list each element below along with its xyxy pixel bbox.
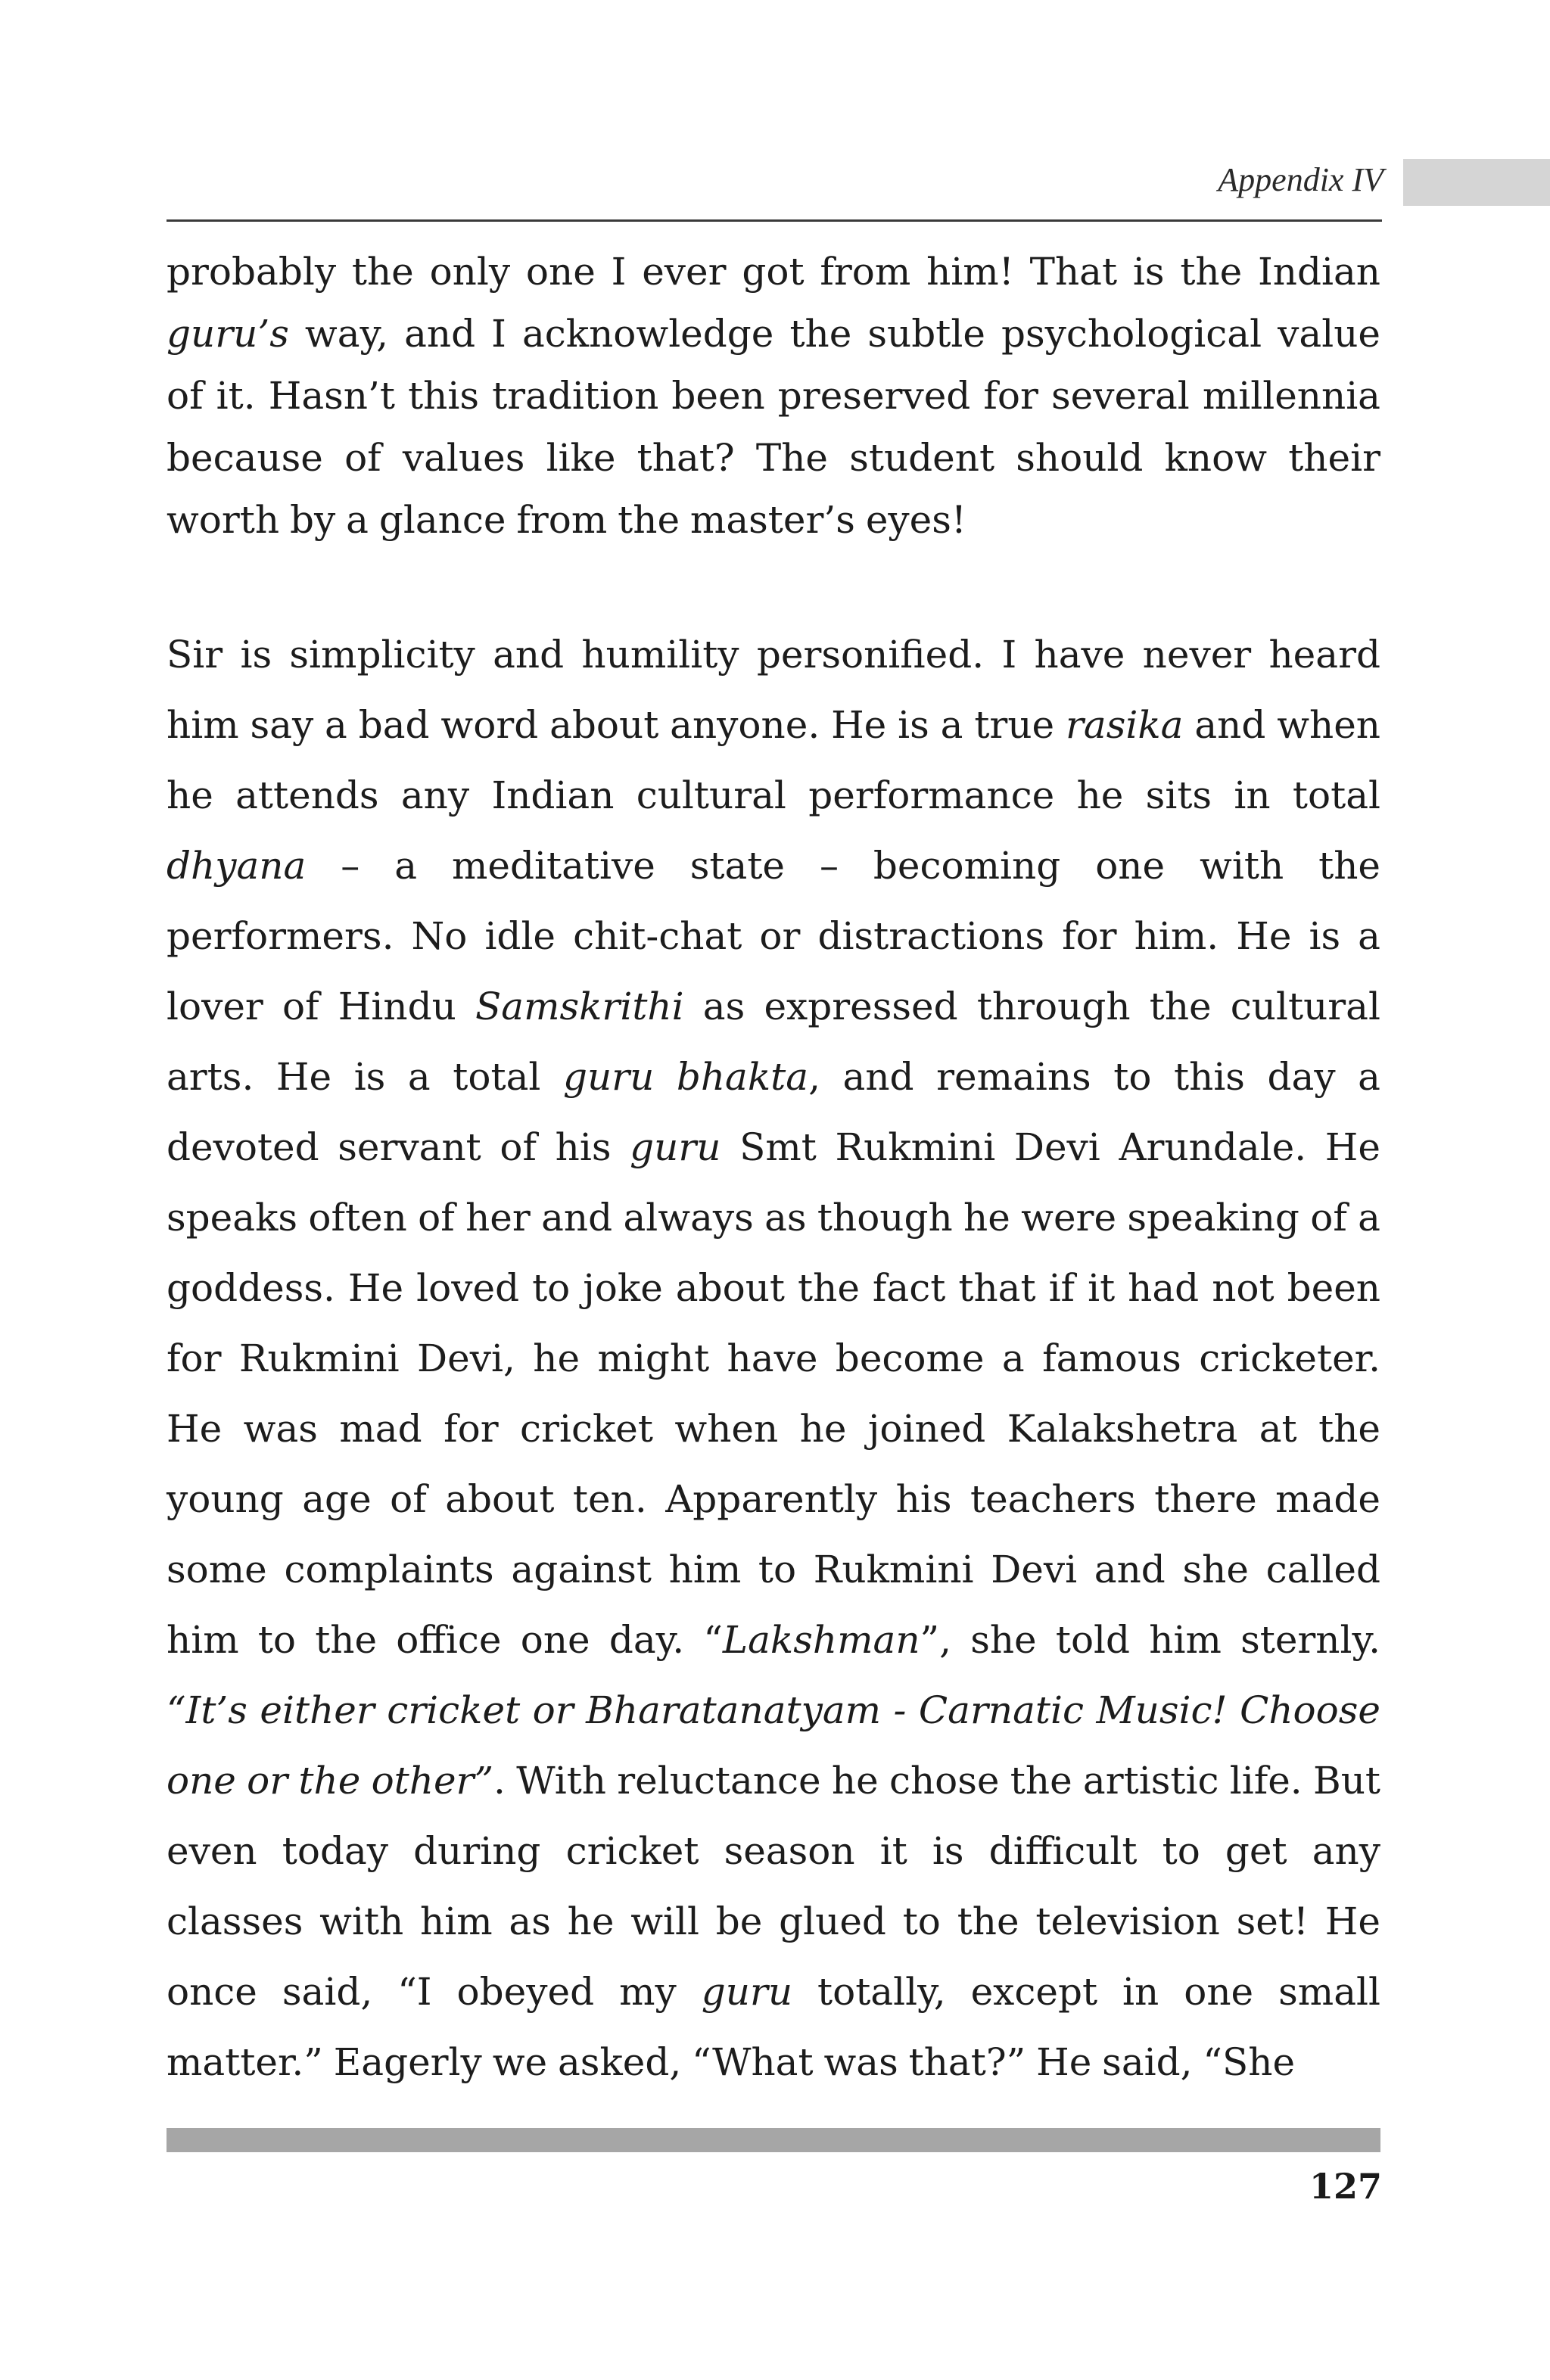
- header-divider: [167, 219, 1382, 222]
- italic-name-lakshman: Lakshman: [722, 1618, 920, 1662]
- text-run: and when he attends any Indian cultural performance he sits in total: [167, 703, 1380, 817]
- body-paragraph-2: [167, 620, 1380, 2098]
- italic-quote: “It’s either cricket or Bharatanatyam - Carnatic Music! Choose one or the other”: [167, 1688, 1380, 1803]
- text-run: ”, she told him sternly.: [920, 1618, 1381, 1662]
- text-run: probably the only one I ever got from him! That is the Indian: [167, 250, 1380, 294]
- text-run: as expressed through the cultural arts. He is a total: [167, 985, 1380, 1099]
- footer-bar: [167, 2128, 1380, 2152]
- running-header-title: Appendix IV: [1218, 161, 1383, 198]
- italic-term-guru: guru: [701, 1970, 793, 2014]
- italic-term-guru: guru: [630, 1125, 721, 1169]
- italic-term-guru: guru’s: [167, 312, 289, 356]
- text-run: . With reluctance he chose the artistic life. But even today during cricket season it is difficult to get any classes with him as he will be glued to the television set! He once said, “I obeyed my: [167, 1759, 1380, 2014]
- body-paragraph-1: [167, 241, 1380, 551]
- italic-term-guru-bhakta: guru bhakta: [562, 1055, 809, 1099]
- text-run: Sir is simplicity and humility personified. I have never heard him say a bad word about anyone. He is a true: [167, 633, 1380, 747]
- text-run: , and remains to this day a devoted servant of his: [167, 1055, 1380, 1169]
- text-run: way, and I acknowledge the subtle psychological value of it. Hasn’t this tradition been preserved for several millennia because of values like that? The student should know their worth by a glance from the master’s eyes!: [167, 312, 1380, 542]
- italic-term-dhyana: dhyana: [167, 844, 307, 888]
- text-run: totally, except in one small matter.” Eagerly we asked, “What was that?” He said, “She: [167, 1970, 1380, 2084]
- header-tab-marker: [1403, 159, 1550, 206]
- italic-term-rasika: rasika: [1065, 703, 1184, 747]
- italic-term-samskrithi: Samskrithi: [475, 985, 684, 1028]
- text-run: Smt Rukmini Devi Arundale. He speaks often of her and always as though he were speaking of a goddess. He loved to joke about the fact that if it had not been for Rukmini Devi, he might have become a famous cricketer. He was mad for cricket when he joined Kalakshetra at the young age of about ten. Apparently his teachers there made some complaints against him to Rukmini Devi and she called him to the office one day. “: [167, 1125, 1380, 1662]
- text-run: – a meditative state – becoming one with the performers. No idle chit-chat or distractions for him. He is a lover of Hindu: [167, 844, 1380, 1028]
- page-number: 127: [1309, 2166, 1382, 2207]
